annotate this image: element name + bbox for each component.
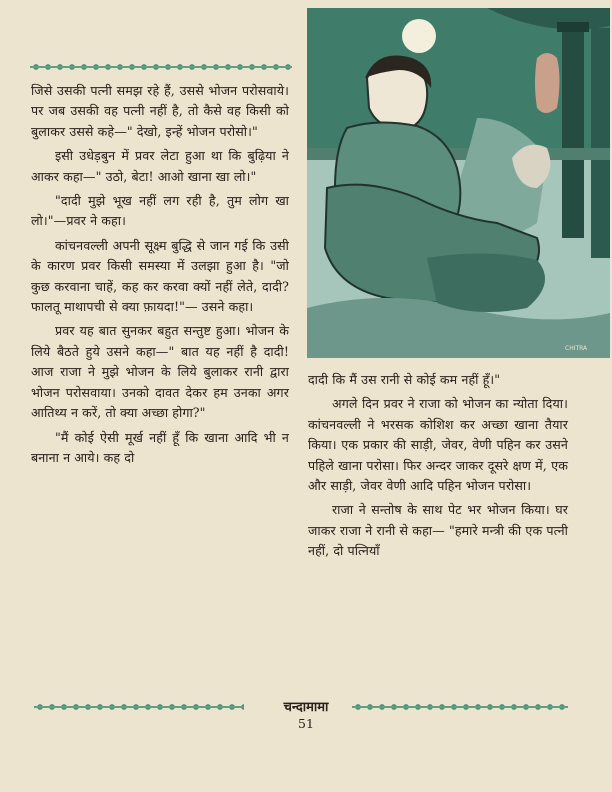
moon-icon (402, 19, 436, 53)
page-number: 51 (298, 716, 314, 731)
right-paragraph-2: अगले दिन प्रवर ने राजा को भोजन का न्योता दिया। कांचनवल्ली ने भरसक कोशिश कर अच्छा खाना तैयार किया। एक प्रकार की साड़ी, जेवर, वेणी पहिन कर उसने पहिले खाना परोसा। फिर अन्दर जाकर दूसरे क्षण में, एक और साड़ी, जेवर वेणी आदि पहिन भोजन परोसा। (308, 396, 568, 494)
right-text-column (308, 370, 568, 562)
right-paragraph-1: दादी कि मैं उस रानी से कोई कम नहीं हूँ।" (308, 372, 501, 387)
right-paragraph-3: राजा ने सन्तोष के साथ पेट भर भोजन किया। घर जाकर राजा ने रानी से कहा— "हमारे मन्त्री की एक पत्नी नहीं, दो पत्नियाँ (308, 502, 568, 559)
left-paragraph-1: जिसे उसकी पत्नी समझ रहे हैं, उससे भोजन परोसवाये। पर जब उसकी वह पत्नी नहीं है, तो कैसे वह किसी को बुलाकर उससे कहे—" देखो, इन्हें भोजन परोसो।" (31, 83, 289, 139)
top-border-ornament (30, 62, 292, 72)
left-paragraph-3: "दादी मुझे भूख नहीं लग रही है, तुम लोग खा लो।"—प्रवर ने कहा। (31, 193, 289, 229)
left-text-column (31, 81, 289, 468)
story-illustration (307, 8, 610, 358)
illustration-scene (307, 8, 610, 358)
magazine-name: चन्दामामा (283, 700, 329, 715)
artist-signature: CHITRA (565, 345, 588, 352)
left-paragraph-6: "मैं कोई ऐसी मूर्ख नहीं हूँ कि खाना आदि भी न बनाना न आये। कह दो (31, 429, 289, 465)
left-paragraph-5: प्रवर यह बात सुनकर बहुत सन्तुष्ट हुआ। भोजन के लिये बैठते हुये उसने कहा—" बात यह नहीं है दादी! आज राजा ने मुझे भोजन के लिये बुलाकर रानी द्वारा भोजन परोसवाया। उनको दावत देकर हम उनका अगर आतिथ्य न करें, तो क्या अच्छा होगा?" (31, 323, 289, 421)
left-paragraph-2: इसी उधेड़बुन में प्रवर लेटा हुआ था कि बुढ़िया ने आकर कहा—" उठो, बेटा! आओ खाना खा लो।" (31, 148, 289, 184)
left-paragraph-4: कांचनवल्ली अपनी सूक्ष्म बुद्धि से जान गई कि उसी के कारण प्रवर किसी समस्या में उलझा हुआ है। "जो कुछ करवाना चाहें, कह कर करवा क्यों नहीं लेते, दादी? फालतू माथापची से क्या फ़ायदा!"— उसने कहा। (31, 237, 289, 315)
